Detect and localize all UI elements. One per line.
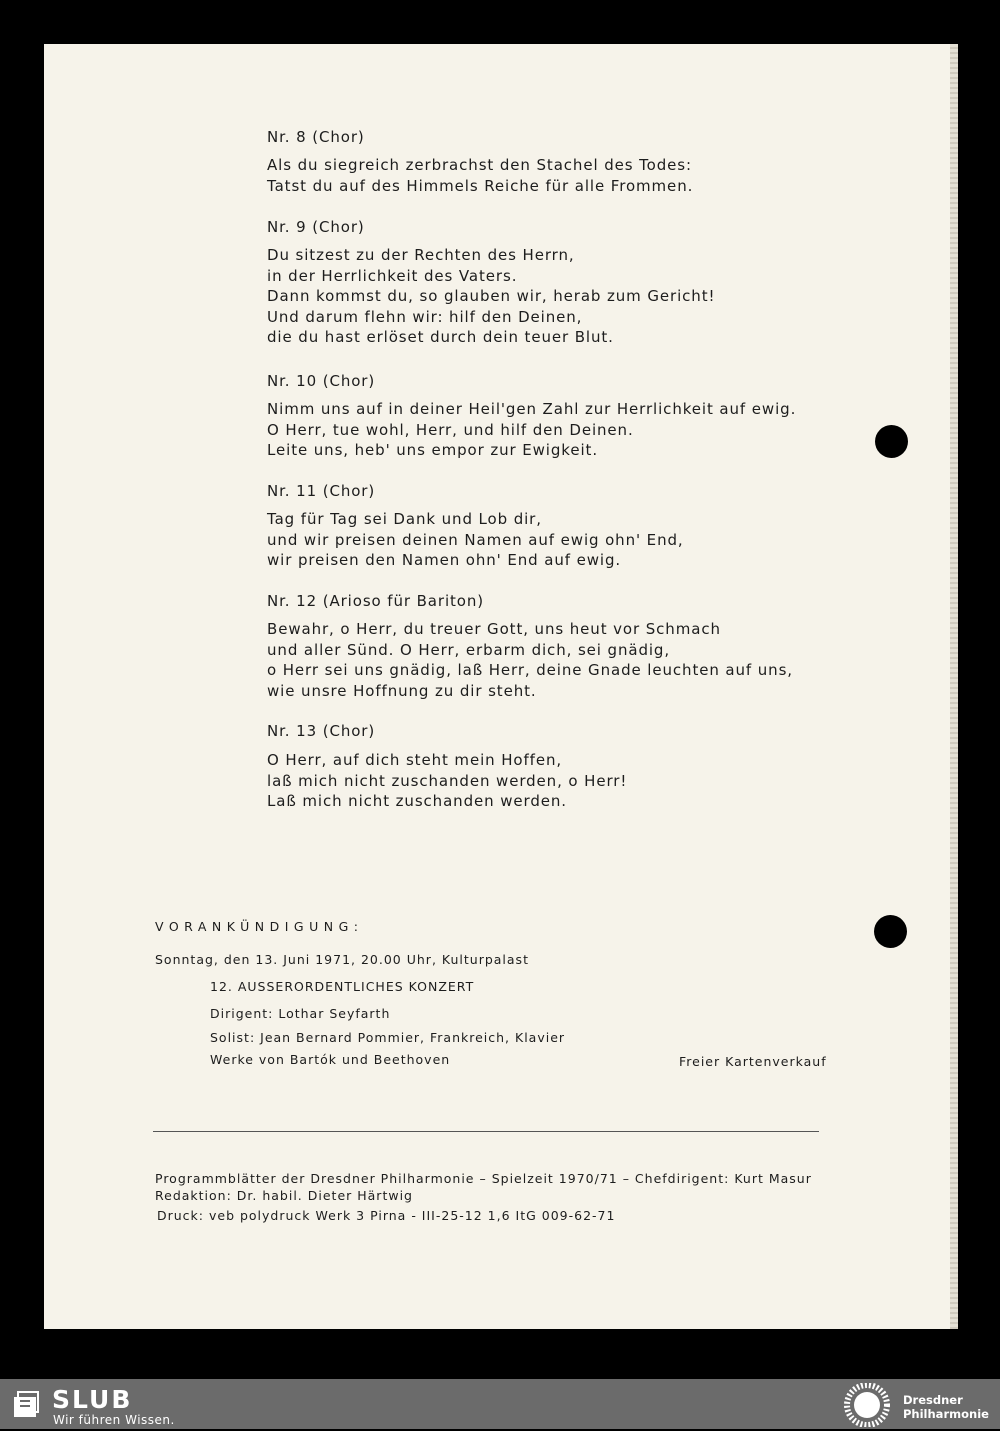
section-title: Nr. 9 (Chor) bbox=[267, 218, 365, 236]
lyric-line: wie unsre Hoffnung zu dir steht. bbox=[267, 681, 537, 700]
imprint-line: Programmblätter der Dresdner Philharmonie – Spielzeit 1970/71 – Chefdirigent: Kurt Masur bbox=[155, 1171, 812, 1186]
section-title: Nr. 13 (Chor) bbox=[267, 722, 376, 740]
announcement-tickets: Freier Kartenverkauf bbox=[679, 1054, 827, 1069]
lyric-line: Leite uns, heb' uns empor zur Ewigkeit. bbox=[267, 441, 598, 460]
section-title: Nr. 10 (Chor) bbox=[267, 372, 376, 390]
lyric-line: Als du siegreich zerbrachst den Stachel des Todes: bbox=[267, 156, 692, 174]
lyric-line: Dann kommst du, so glauben wir, herab zum Gericht! bbox=[267, 287, 716, 306]
announcement-heading: VORANKÜNDIGUNG: bbox=[155, 919, 364, 934]
section-title: Nr. 8 (Chor) bbox=[267, 128, 365, 146]
lyric-line: wir preisen den Namen ohn' End auf ewig. bbox=[267, 551, 622, 570]
footer-bar bbox=[0, 1379, 1000, 1429]
lyric-line: Du sitzest zu der Rechten des Herrn, bbox=[267, 246, 575, 264]
lyric-line: Laß mich nicht zuschanden werden. bbox=[267, 792, 567, 811]
lyric-line: O Herr, auf dich steht mein Hoffen, bbox=[267, 751, 563, 769]
lyric-line: laß mich nicht zuschanden werden, o Herr! bbox=[267, 771, 628, 790]
announcement-conductor: Dirigent: Lothar Seyfarth bbox=[210, 1006, 391, 1021]
lyric-line: Tatst du auf des Himmels Reiche für alle Frommen. bbox=[267, 176, 694, 195]
partner-name-line1: Dresdner bbox=[903, 1393, 963, 1407]
section-title: Nr. 11 (Chor) bbox=[267, 482, 376, 500]
imprint-line: Druck: veb polydruck Werk 3 Pirna - III-25-12 1,6 ItG 009-62-71 bbox=[157, 1208, 616, 1223]
punch-hole bbox=[874, 915, 907, 948]
lyric-line: Nimm uns auf in deiner Heil'gen Zahl zur Herrlichkeit auf ewig. bbox=[267, 400, 797, 418]
lyric-line: Und darum flehn wir: hilf den Deinen, bbox=[267, 307, 583, 326]
announcement-works: Werke von Bartók und Beethoven bbox=[210, 1052, 451, 1067]
announcement-soloist: Solist: Jean Bernard Pommier, Frankreich, Klavier bbox=[210, 1030, 566, 1045]
lyric-line: Tag für Tag sei Dank und Lob dir, bbox=[267, 510, 542, 528]
slub-logo-icon[interactable] bbox=[11, 1389, 41, 1423]
announcement-concert: 12. AUSSERORDENTLICHES KONZERT bbox=[210, 979, 475, 994]
lyric-line: o Herr sei uns gnädig, laß Herr, deine Gnade leuchten auf uns, bbox=[267, 661, 793, 680]
lyric-line: Bewahr, o Herr, du treuer Gott, uns heut vor Schmach bbox=[267, 620, 721, 638]
slub-title[interactable]: SLUB bbox=[52, 1385, 133, 1414]
lyric-line: in der Herrlichkeit des Vaters. bbox=[267, 266, 518, 285]
divider-rule bbox=[153, 1131, 819, 1132]
lyric-line: und wir preisen deinen Namen auf ewig ohn' End, bbox=[267, 530, 684, 549]
partner-name-line2: Philharmonie bbox=[903, 1407, 989, 1421]
lyric-line: O Herr, tue wohl, Herr, und hilf den Deinen. bbox=[267, 420, 634, 439]
imprint-line: Redaktion: Dr. habil. Dieter Härtwig bbox=[155, 1188, 413, 1203]
punch-hole bbox=[875, 425, 908, 458]
page-edge bbox=[950, 44, 958, 1329]
philharmonie-logo-icon[interactable] bbox=[842, 1383, 892, 1431]
section-title: Nr. 12 (Arioso für Bariton) bbox=[267, 592, 485, 610]
lyric-line: und aller Sünd. O Herr, erbarm dich, sei gnädig, bbox=[267, 640, 671, 659]
slub-subtitle: Wir führen Wissen. bbox=[53, 1413, 175, 1427]
lyric-line: die du hast erlöset durch dein teuer Blut. bbox=[267, 328, 614, 347]
announcement-date: Sonntag, den 13. Juni 1971, 20.00 Uhr, Kulturpalast bbox=[155, 952, 529, 967]
